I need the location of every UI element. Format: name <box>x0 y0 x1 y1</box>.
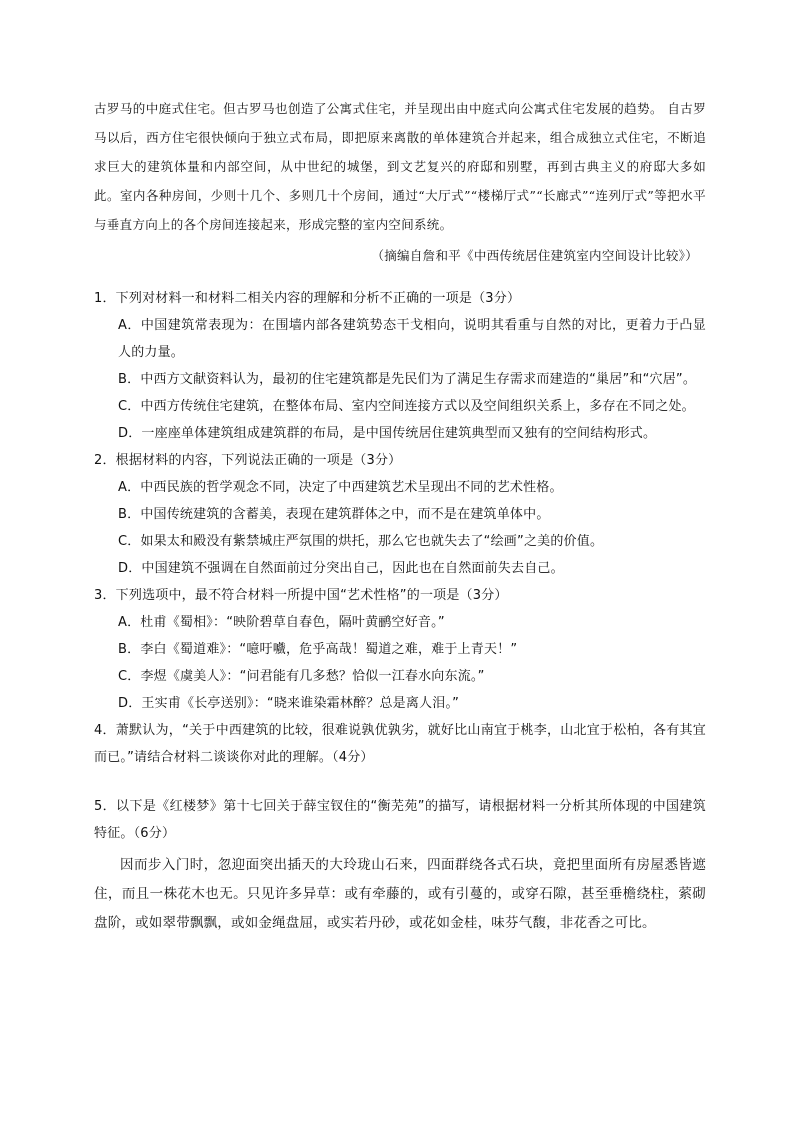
question-5 <box>94 793 706 938</box>
question-stem: 3．下列选项中，最不符合材料一所提中国“艺术性格”的一项是（3分） <box>94 588 508 603</box>
option-b: B．李白《蜀道难》：“噫吁嚱，危乎高哉！蜀道之难，难于上青天！” <box>118 642 518 657</box>
question-stem: 4．萧默认为，“关于中西建筑的比较，很难说孰优孰劣，就好比山南宜于桃李，山北宜于松柏，各有其宜而已。”请结合材料二谈谈你对此的理解。（4分） <box>94 723 706 765</box>
option-b: B．中国传统建筑的含蓄美，表现在建筑群体之中，而不是在建筑单体中。 <box>118 507 550 522</box>
option-d: D．王实甫《长亭送别》：“晓来谁染霜林醉？总是离人泪。” <box>118 696 460 711</box>
option-d: D．中国建筑不强调在自然面前过分突出自己，因此也在自然面前失去自己。 <box>118 561 564 576</box>
option-a: A．中西民族的哲学观念不同，决定了中西建筑艺术呈现出不同的艺术性格。 <box>118 480 563 495</box>
option-d: D．一座座单体建筑组成建筑群的布局，是中国传统居住建筑典型而又独有的空间结构形式。 <box>118 426 657 441</box>
material-two-passage <box>94 94 706 270</box>
question-1 <box>94 285 706 447</box>
option-c: C．中西方传统住宅建筑，在整体布局、室内空间连接方式以及空间组织关系上，多存在不同之处。 <box>118 399 695 414</box>
option-b: B．中西方文献资料认为，最初的住宅建筑都是先民们为了满足生存需求而建造的“巢居”和“穴居”。 <box>118 372 697 387</box>
excerpt-paragraph: 因而步入门时，忽迎面突出插天的大玲珑山石来，四面群绕各式石块，竟把里面所有房屋悉皆遮住，而且一株花木也无。只见许多异草：或有牵藤的，或有引蔓的，或穿石隙，甚至垂檐绕柱，萦砌盘阶，或如翠带飘飘，或如金绳盘屈，或实若丹砂，或花如金桂，味芬气馥，非花香之可比。 <box>94 857 706 931</box>
question-4 <box>94 717 706 771</box>
option-a: A．杜甫《蜀相》：“映阶碧草自春色，隔叶黄鹂空好音。” <box>118 615 445 630</box>
question-list <box>94 285 706 938</box>
question-3 <box>94 582 706 717</box>
spacer <box>94 771 706 793</box>
question-stem: 2．根据材料的内容，下列说法正确的一项是（3分） <box>94 453 402 468</box>
passage-paragraph: 古罗马的中庭式住宅。但古罗马也创造了公寓式住宅，并呈现出由中庭式向公寓式住宅发展的趋势。 自古罗马以后，西方住宅很快倾向于独立式布局，即把原来离散的单体建筑合并起来，组合成独立式住宅，不断追求巨大的建筑体量和内部空间，从中世纪的城堡，到文艺复兴的府邸和别墅，再到古典主义的府邸大多如此。室内各种房间，少则十几个、多则几十个房间，通过“大厅式”“楼梯厅式”“长廊式”“连列厅式”等把水平与垂直方向上的各个房间连接起来，形成完整的室内空间系统。 <box>94 101 706 232</box>
question-2 <box>94 447 706 582</box>
option-c: C．李煜《虞美人》：“问君能有几多愁？恰似一江春水向东流。” <box>118 669 485 684</box>
passage-source: （摘编自詹和平《中西传统居住建筑室内空间设计比较》） <box>371 248 698 263</box>
question-stem: 1．下列对材料一和材料二相关内容的理解和分析不正确的一项是（3分） <box>94 291 521 306</box>
option-c: C．如果太和殿没有紫禁城庄严氛围的烘托，那么它也就失去了“绘画”之美的价值。 <box>118 534 604 549</box>
question-stem: 5．以下是《红楼梦》第十七回关于薛宝钗住的“衡芜苑”的描写，请根据材料一分析其所体现的中国建筑特征。（6分） <box>94 799 706 841</box>
option-a: A．中国建筑常表现为：在围墙内部各建筑势态干戈相向，说明其看重与自然的对比，更着力于凸显人的力量。 <box>118 318 706 360</box>
